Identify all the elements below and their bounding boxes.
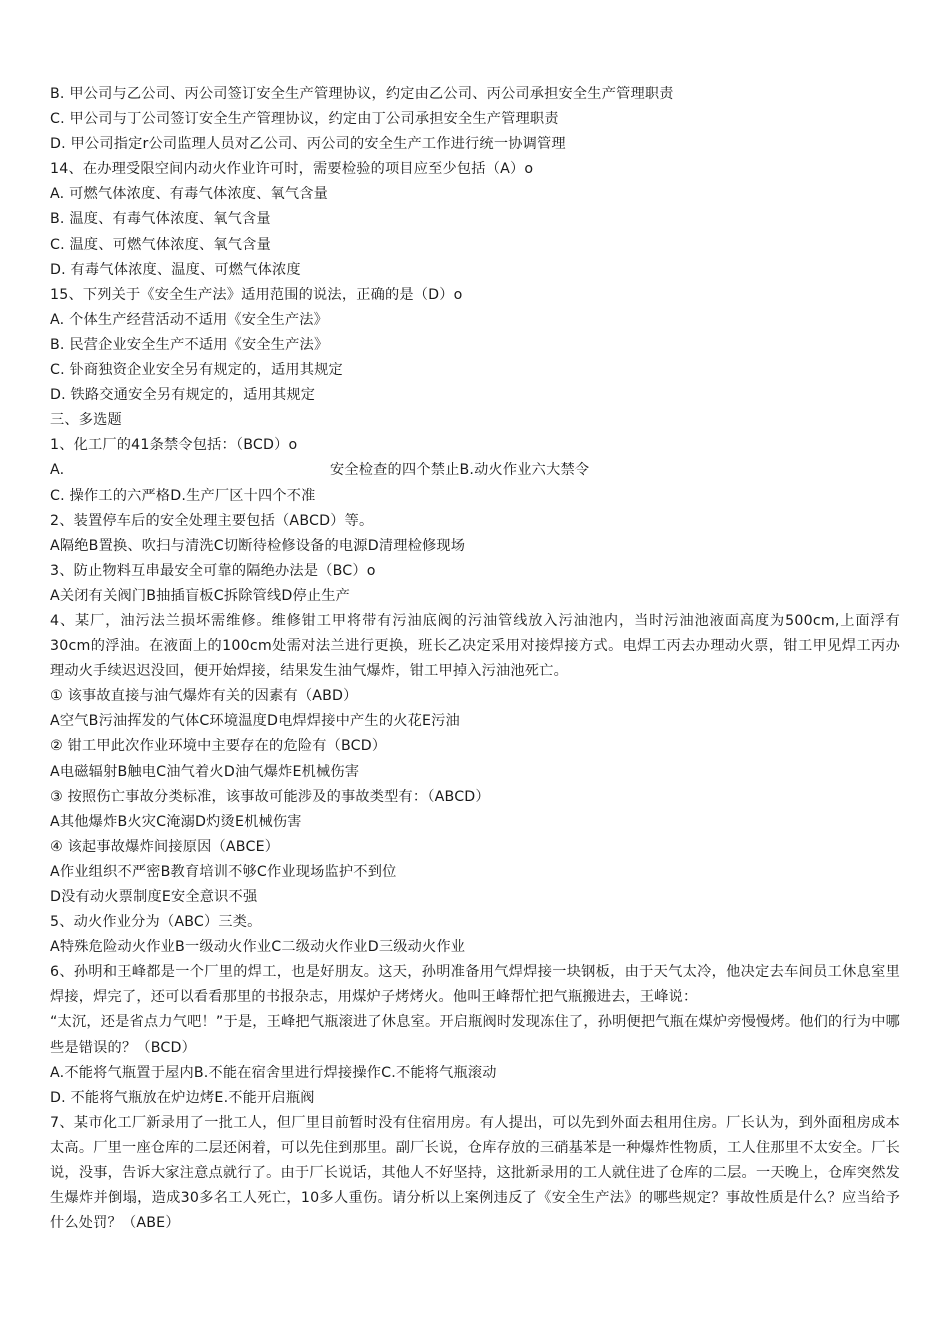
mc4-sub-4-options-2: D没有动火票制度E安全意识不强 — [50, 889, 258, 905]
document-page — [50, 82, 900, 1236]
mc6-options-2: D. 不能将气瓶放在炉边烤E.不能开启瓶阀 — [50, 1089, 315, 1106]
mc4-sub-1-options: A空气B污油挥发的气体C环境温度D电焊焊接中产生的火花E污油 — [50, 713, 460, 730]
mc4-sub-3: ③ 按照伤亡事故分类标准，该事故可能涉及的事故类型有：（ABCD） — [50, 788, 490, 805]
q15-option-b: B. 民营企业安全生产不适用《安全生产法》 — [50, 336, 329, 353]
q14-option-a: A. 可燃气体浓度、有毒气体浓度、氧气含量 — [50, 186, 329, 203]
mc1-options-ab — [50, 458, 900, 483]
q15-option-a: A. 个体生产经营活动不适用《安全生产法》 — [50, 311, 329, 328]
q14-option-c: C. 温度、可燃气体浓度、氧气含量 — [50, 236, 271, 253]
mc3-options: A关闭有关阀门B抽插盲板C拆除管线D停止生产 — [50, 587, 351, 604]
option-c-line: C. 甲公司与丁公司签订安全生产管理协议，约定由丁公司承担安全生产管理职责 — [50, 111, 559, 128]
mc4-sub-4-options-1: A作业组织不严密B教育培训不够C作业现场监护不到位 — [50, 863, 397, 880]
mc1-option-a-label: A. — [50, 462, 65, 479]
mc-question-7-case: 7、某市化工厂新录用了一批工人，但厂里目前暂时没有住宿用房。有人提出，可以先到外面去租用住房。厂长认为，到外面租房成本太高。厂里一座仓库的二层还闲着，可以先住到那里。副厂长说，仓库存放的三硝基苯是一种爆炸性物质，工人住那里不太安全。厂长说，没事，告诉大家注意点就行了。由于厂长说话，其他人不好坚持，这批新录用的工人就住进了仓库的二层。一天晚上，仓库突然发生爆炸并倒塌，造成30多名工人死亡，10多人重伤。请分析以上案例违反了《安全生产法》的哪些规定？事故性质是什么？应当给予什么处罚？（ABE） — [50, 1114, 900, 1232]
mc-question-1: 1、化工厂的41条禁令包括：（BCD）o — [50, 437, 298, 454]
mc-question-4-case: 4、某厂，油污法兰损坏需维修。维修钳工甲将带有污油底阀的污油管线放入污油池内，当时污油池液面高度为500cm,上面浮有30cm的浮油。在液面上的100cm处需对法兰进行更换，班长乙决定采用对接焊接方式。电焊工丙去办理动火票，钳工甲见焊工丙办理动火手续迟迟没回，便开始焊接，结果发生油气爆炸，钳工甲掉入污油池死亡。 — [50, 612, 900, 680]
question-15: 15、下列关于《安全生产法》适用范围的说法，正确的是（D）o — [50, 286, 463, 303]
mc4-sub-1: ① 该事故直接与油气爆炸有关的因素有（ABD） — [50, 688, 358, 705]
mc-question-3: 3、防止物料互串最安全可靠的隔绝办法是（BC）o — [50, 562, 376, 579]
mc4-sub-2-options: A电磁辐射B触电C油气着火D油气爆炸E机械伤害 — [50, 763, 360, 780]
mc-question-2: 2、装置停车后的安全处理主要包括（ABCD）等。 — [50, 512, 374, 529]
mc6-options-1: A.不能将气瓶置于屋内B.不能在宿舍里进行焊接操作C.不能将气瓶滚动 — [50, 1064, 497, 1081]
q14-option-d: D. 有毒气体浓度、温度、可燃气体浓度 — [50, 261, 301, 278]
q15-option-d: D. 铁路交通安全另有规定的，适用其规定 — [50, 387, 316, 404]
section-heading-multiple-choice: 三、多选题 — [50, 412, 122, 429]
mc2-options: A隔绝B置换、吹扫与清洗C切断待检修设备的电源D清理检修现场 — [50, 537, 466, 554]
mc1-options-cd: C. 操作工的六严格D.生产厂区十四个不准 — [50, 487, 316, 504]
mc4-sub-4: ④ 该起事故爆炸间接原因（ABCE） — [50, 838, 280, 855]
mc-question-6-case: 6、孙明和王峰都是一个厂里的焊工，也是好朋友。这天，孙明准备用气焊焊接一块钢板，由于天气太冷，他决定去车间员工休息室里焊接，焊完了，还可以看看那里的书报杂志，用煤炉子烤烤火。他叫王峰帮忙把气瓶搬进去，王峰说： — [50, 964, 900, 1006]
mc5-options: A特殊危险动火作业B一级动火作业C二级动火作业D三级动火作业 — [50, 939, 466, 956]
mc-question-6-case-cont: “太沉，还是省点力气吧！”于是，王峰把气瓶滚进了休息室。开启瓶阀时发现冻住了，孙明便把气瓶在煤炉旁慢慢烤。他们的行为中哪些是错误的？（BCD） — [50, 1014, 900, 1056]
q14-option-b: B. 温度、有毒气体浓度、氧气含量 — [50, 211, 271, 228]
question-14: 14、在办理受限空间内动火作业许可时，需要检验的项目应至少包括（A）o — [50, 161, 534, 178]
option-d-line: D. 甲公司指定r公司监理人员对乙公司、丙公司的安全生产工作进行统一协调管理 — [50, 136, 566, 153]
mc-question-5: 5、动火作业分为（ABC）三类。 — [50, 914, 262, 931]
mc4-sub-2: ② 钳工甲此次作业环境中主要存在的危险有（BCD） — [50, 738, 387, 755]
option-b-line: B. 甲公司与乙公司、丙公司签订安全生产管理协议，约定由乙公司、丙公司承担安全生产管理职责 — [50, 86, 674, 102]
mc4-sub-3-options: A其他爆炸B火灾C淹溺D灼烫E机械伤害 — [50, 813, 302, 830]
mc1-option-a-b-text: 安全检查的四个禁止B.动火作业六大禁令 — [330, 462, 590, 479]
q15-option-c: C. 钋商独资企业安全另有规定的，适用其规定 — [50, 362, 343, 379]
